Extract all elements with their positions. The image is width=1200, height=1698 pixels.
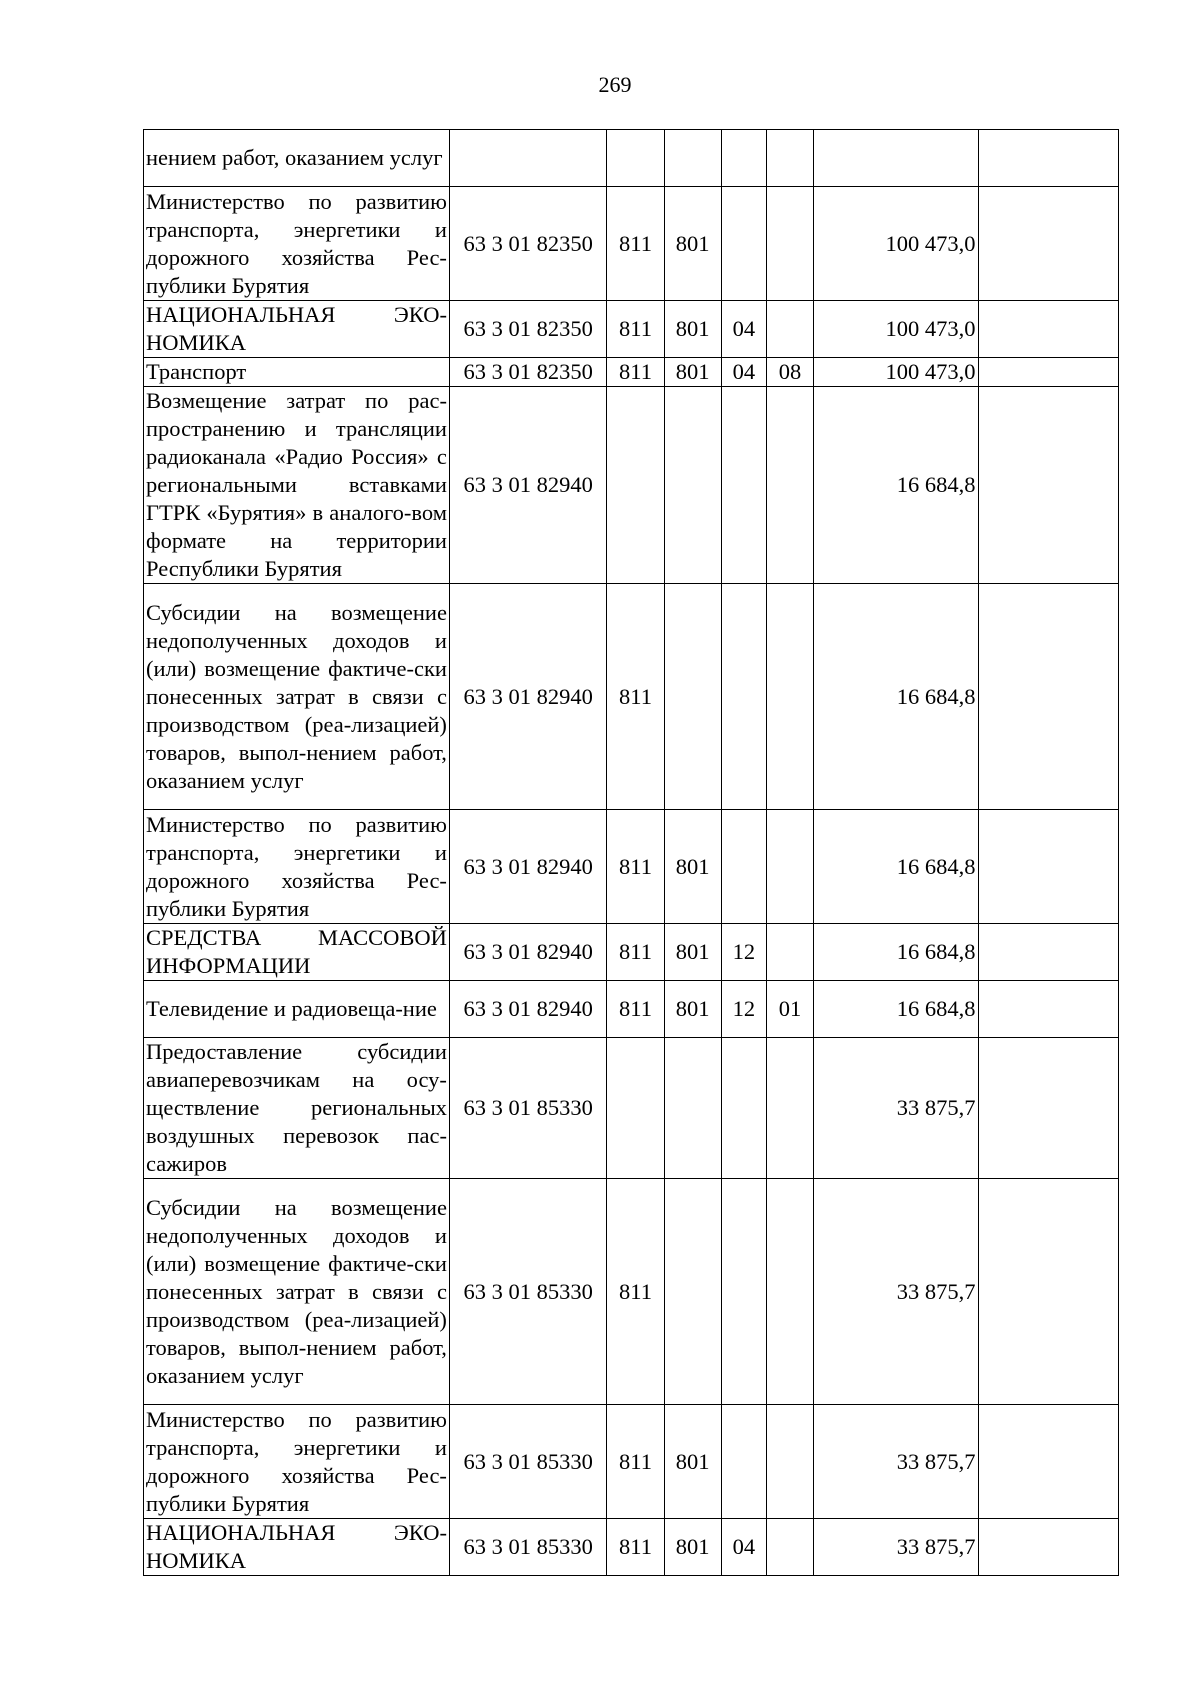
empty-cell: [978, 1179, 1118, 1405]
table-row: [144, 981, 1119, 1038]
table-row: [144, 130, 1119, 187]
amount-cell: [814, 130, 979, 187]
amount-cell: 33 875,7: [814, 1405, 979, 1519]
table-row: [144, 301, 1119, 358]
empty-cell: [978, 1038, 1118, 1179]
row-name-cell: Министерство по развитию транспорта, энергетики и дорожного хозяйства Рес-публики Бурятия: [144, 810, 450, 924]
expense-type-cell: [607, 387, 664, 584]
empty-cell: [978, 924, 1118, 981]
table-row: [144, 1179, 1119, 1405]
ministry-code-cell: [664, 1038, 721, 1179]
target-code-cell: 63 3 01 82940: [449, 981, 606, 1038]
section-cell: 04: [721, 301, 766, 358]
subsection-cell: 08: [766, 358, 813, 387]
section-cell: 12: [721, 981, 766, 1038]
table-row: [144, 810, 1119, 924]
table-row: [144, 924, 1119, 981]
row-name-cell: СРЕДСТВА МАССОВОЙ ИНФОРМАЦИИ: [144, 924, 450, 981]
row-name-cell: Транспорт: [144, 358, 450, 387]
expense-type-cell: 811: [607, 1405, 664, 1519]
budget-table-body: [144, 130, 1119, 1576]
subsection-cell: [766, 1038, 813, 1179]
target-code-cell: 63 3 01 82940: [449, 810, 606, 924]
subsection-cell: [766, 924, 813, 981]
expense-type-cell: 811: [607, 981, 664, 1038]
target-code-cell: 63 3 01 85330: [449, 1405, 606, 1519]
expense-type-cell: 811: [607, 584, 664, 810]
section-cell: [721, 584, 766, 810]
amount-cell: 33 875,7: [814, 1179, 979, 1405]
section-cell: [721, 187, 766, 301]
row-name-cell: нением работ, оказанием услуг: [144, 130, 450, 187]
empty-cell: [978, 1519, 1118, 1576]
target-code-cell: 63 3 01 82350: [449, 187, 606, 301]
target-code-cell: 63 3 01 82350: [449, 301, 606, 358]
expense-type-cell: 811: [607, 810, 664, 924]
empty-cell: [978, 1405, 1118, 1519]
row-name-cell: Возмещение затрат по рас-пространению и трансляции радиоканала «Радио Россия» с региональными вставками ГТРК «Бурятия» в аналого-вом формате на территории Республики Бурятия: [144, 387, 450, 584]
empty-cell: [978, 387, 1118, 584]
empty-cell: [978, 301, 1118, 358]
expense-type-cell: [607, 130, 664, 187]
amount-cell: 16 684,8: [814, 924, 979, 981]
subsection-cell: [766, 387, 813, 584]
amount-cell: 16 684,8: [814, 810, 979, 924]
expense-type-cell: 811: [607, 1519, 664, 1576]
ministry-code-cell: 801: [664, 981, 721, 1038]
table-row: [144, 358, 1119, 387]
subsection-cell: [766, 584, 813, 810]
target-code-cell: 63 3 01 82940: [449, 584, 606, 810]
table-row: [144, 1405, 1119, 1519]
ministry-code-cell: [664, 130, 721, 187]
row-name-cell: Министерство по развитию транспорта, энергетики и дорожного хозяйства Рес-публики Бурятия: [144, 187, 450, 301]
amount-cell: 100 473,0: [814, 187, 979, 301]
amount-cell: 16 684,8: [814, 584, 979, 810]
empty-cell: [978, 187, 1118, 301]
ministry-code-cell: 801: [664, 1519, 721, 1576]
table-row: [144, 387, 1119, 584]
table-row: [144, 584, 1119, 810]
section-cell: 12: [721, 924, 766, 981]
subsection-cell: [766, 301, 813, 358]
section-cell: [721, 1038, 766, 1179]
ministry-code-cell: [664, 1179, 721, 1405]
ministry-code-cell: 801: [664, 187, 721, 301]
subsection-cell: [766, 1519, 813, 1576]
subsection-cell: [766, 187, 813, 301]
table-row: [144, 1519, 1119, 1576]
target-code-cell: 63 3 01 82940: [449, 924, 606, 981]
empty-cell: [978, 130, 1118, 187]
section-cell: [721, 130, 766, 187]
subsection-cell: [766, 810, 813, 924]
amount-cell: 33 875,7: [814, 1519, 979, 1576]
row-name-cell: НАЦИОНАЛЬНАЯ ЭКО-НОМИКА: [144, 1519, 450, 1576]
empty-cell: [978, 981, 1118, 1038]
empty-cell: [978, 358, 1118, 387]
ministry-code-cell: 801: [664, 301, 721, 358]
table-row: [144, 187, 1119, 301]
target-code-cell: 63 3 01 85330: [449, 1179, 606, 1405]
ministry-code-cell: [664, 387, 721, 584]
amount-cell: 16 684,8: [814, 981, 979, 1038]
row-name-cell: Телевидение и радиовеща-ние: [144, 981, 450, 1038]
subsection-cell: [766, 1405, 813, 1519]
target-code-cell: 63 3 01 82350: [449, 358, 606, 387]
expense-type-cell: 811: [607, 1179, 664, 1405]
row-name-cell: Предоставление субсидии авиаперевозчикам на осу-ществление региональных воздушных перевозок пас-сажиров: [144, 1038, 450, 1179]
section-cell: 04: [721, 1519, 766, 1576]
table-row: [144, 1038, 1119, 1179]
row-name-cell: Министерство по развитию транспорта, энергетики и дорожного хозяйства Рес-публики Бурятия: [144, 1405, 450, 1519]
expense-type-cell: 811: [607, 301, 664, 358]
subsection-cell: [766, 1179, 813, 1405]
target-code-cell: 63 3 01 85330: [449, 1519, 606, 1576]
amount-cell: 16 684,8: [814, 387, 979, 584]
page-number: 269: [598, 72, 632, 97]
amount-cell: 33 875,7: [814, 1038, 979, 1179]
amount-cell: 100 473,0: [814, 301, 979, 358]
row-name-cell: Субсидии на возмещение недополученных доходов и (или) возмещение фактиче-ски понесенных затрат в связи с производством (реа-лизацией) товаров, выпол-нением работ, оказанием услуг: [144, 1179, 450, 1405]
expense-type-cell: 811: [607, 924, 664, 981]
ministry-code-cell: 801: [664, 810, 721, 924]
section-cell: [721, 387, 766, 584]
budget-table: [143, 129, 1119, 1576]
expense-type-cell: 811: [607, 187, 664, 301]
ministry-code-cell: 801: [664, 358, 721, 387]
empty-cell: [978, 810, 1118, 924]
amount-cell: 100 473,0: [814, 358, 979, 387]
ministry-code-cell: 801: [664, 924, 721, 981]
ministry-code-cell: 801: [664, 1405, 721, 1519]
expense-type-cell: [607, 1038, 664, 1179]
subsection-cell: 01: [766, 981, 813, 1038]
target-code-cell: 63 3 01 82940: [449, 387, 606, 584]
expense-type-cell: 811: [607, 358, 664, 387]
row-name-cell: Субсидии на возмещение недополученных доходов и (или) возмещение фактиче-ски понесенных затрат в связи с производством (реа-лизацией) товаров, выпол-нением работ, оказанием услуг: [144, 584, 450, 810]
target-code-cell: [449, 130, 606, 187]
row-name-cell: НАЦИОНАЛЬНАЯ ЭКО-НОМИКА: [144, 301, 450, 358]
section-cell: [721, 810, 766, 924]
ministry-code-cell: [664, 584, 721, 810]
section-cell: [721, 1405, 766, 1519]
subsection-cell: [766, 130, 813, 187]
target-code-cell: 63 3 01 85330: [449, 1038, 606, 1179]
section-cell: 04: [721, 358, 766, 387]
empty-cell: [978, 584, 1118, 810]
section-cell: [721, 1179, 766, 1405]
